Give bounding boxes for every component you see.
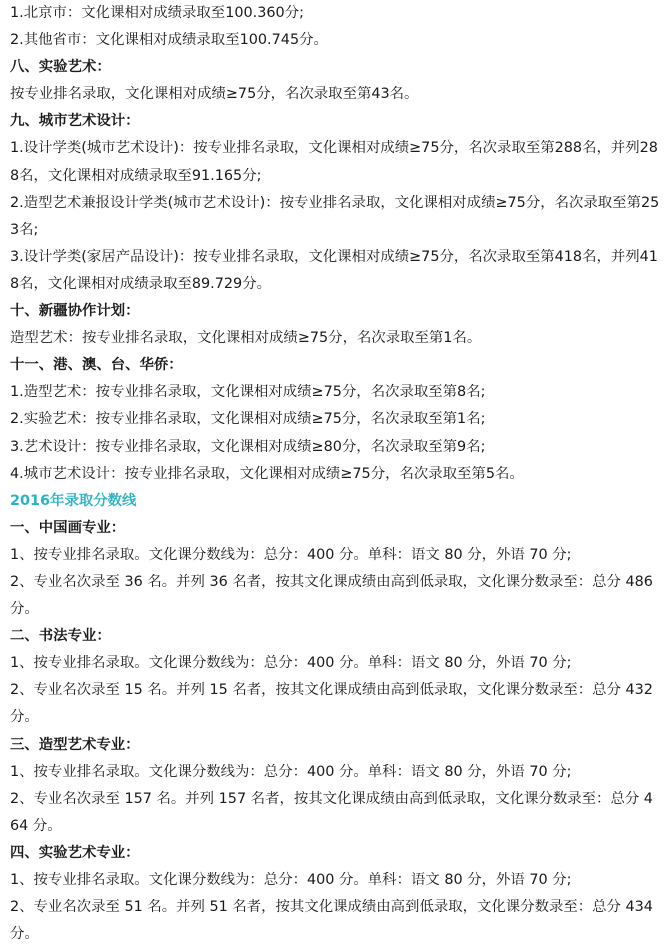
paragraph-line: 1、按专业排名录取。文化课分数线为：总分：400 分。单科：语文 80 分，外语 70 分; <box>10 763 572 780</box>
section-heading: 十、新疆协作计划： <box>10 303 140 320</box>
section-heading: 一、中国画专业： <box>10 519 126 536</box>
paragraph-line: 1、按专业排名录取。文化课分数线为：总分：400 分。单科：语文 80 分，外语 70 分; <box>10 872 572 888</box>
paragraph-line: 1.设计学类(城市艺术设计)：按专业排名录取，文化课相对成绩≥75分，名次录取至第288名，并列288名，文化课相对成绩录取至91.165分; <box>10 140 658 184</box>
year-title: 2016年录取分数线 <box>10 492 137 509</box>
paragraph-line: 4.城市艺术设计：按专业排名录取，文化课相对成绩≥75分，名次录取至第5名。 <box>10 465 524 482</box>
section-heading: 二、书法专业： <box>10 628 111 645</box>
paragraph-line: 1.北京市：文化课相对成绩录取至100.360分; <box>10 5 304 21</box>
paragraph-line: 按专业排名录取，文化课相对成绩≥75分，名次录取至第43名。 <box>10 86 419 103</box>
section-heading: 九、城市艺术设计： <box>10 113 140 130</box>
paragraph-line: 2、专业名次录至 15 名。并列 15 名者，按其文化课成绩由高到低录取，文化课分数录至：总分 432 分。 <box>10 682 653 726</box>
paragraph-line: 2.实验艺术：按专业排名录取，文化课相对成绩≥75分，名次录取至第1名; <box>10 411 486 428</box>
paragraph-line: 1、按专业排名录取。文化课分数线为：总分：400 分。单科：语文 80 分，外语 70 分; <box>10 546 572 563</box>
paragraph-line: 1.造型艺术：按专业排名录取，文化课相对成绩≥75分，名次录取至第8名; <box>10 384 486 401</box>
section-heading: 四、实验艺术专业： <box>10 844 140 861</box>
paragraph-line: 3.设计学类(家居产品设计)：按专业排名录取，文化课相对成绩≥75分，名次录取至第418名，并列418名，文化课相对成绩录取至89.729分。 <box>10 248 658 292</box>
paragraph-line: 2、专业名次录至 157 名。并列 157 名者，按其文化课成绩由高到低录取，文化课分数录至：总分 464 分。 <box>10 790 653 834</box>
paragraph-line: 2、专业名次录至 51 名。并列 51 名者，按其文化课成绩由高到低录取，文化课分数录至：总分 434 分。 <box>10 899 653 943</box>
paragraph-line: 3.艺术设计：按专业排名录取，文化课相对成绩≥80分，名次录取至第9名; <box>10 438 486 455</box>
paragraph-line: 2.造型艺术兼报设计学类(城市艺术设计)：按专业排名录取，文化课相对成绩≥75分，名次录取至第253名; <box>10 194 660 238</box>
paragraph-line: 2、专业名次录至 36 名。并列 36 名者，按其文化课成绩由高到低录取，文化课分数录至：总分 486 分。 <box>10 573 653 618</box>
paragraph-line: 造型艺术：按专业排名录取，文化课相对成绩≥75分，名次录取至第1名。 <box>10 330 482 347</box>
section-heading: 三、造型艺术专业： <box>10 736 140 753</box>
section-heading: 十一、港、澳、台、华侨： <box>10 357 183 374</box>
section-heading: 八、实验艺术： <box>10 59 111 76</box>
paragraph-line: 2.其他省市：文化课相对成绩录取至100.745分。 <box>10 32 328 49</box>
paragraph-line: 1、按专业排名录取。文化课分数线为：总分：400 分。单科：语文 80 分，外语 70 分; <box>10 655 572 672</box>
